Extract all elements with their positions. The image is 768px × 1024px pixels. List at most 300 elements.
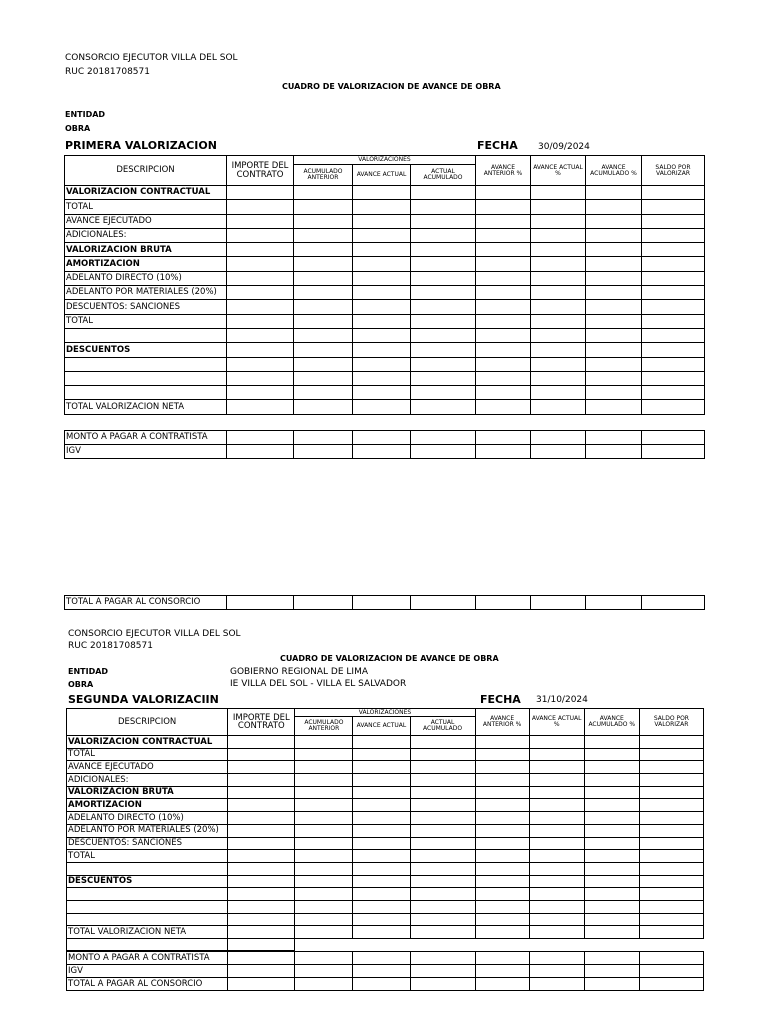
company-name: CONSORCIO EJECUTOR VILLA DEL SOL	[65, 53, 238, 63]
table-row	[67, 774, 704, 787]
table-row	[65, 314, 705, 328]
table-cell	[639, 812, 703, 825]
table-row	[67, 850, 704, 863]
row-label: ADICIONALES:	[65, 228, 227, 242]
table-cell	[227, 200, 294, 214]
table-cell	[529, 926, 584, 939]
table-cell	[475, 736, 529, 749]
table-cell	[529, 736, 584, 749]
table-cell	[529, 888, 584, 901]
table-cell	[639, 786, 703, 799]
table-cell	[353, 888, 410, 901]
table-cell	[227, 400, 294, 414]
table-cell	[294, 386, 353, 400]
table-cell	[410, 875, 475, 888]
table-row	[67, 824, 704, 837]
header-actual-acumulado-2: ACTUAL ACUMULADO	[410, 717, 475, 736]
table-cell	[410, 952, 475, 965]
table-cell	[294, 431, 353, 445]
entidad-label-2: ENTIDAD	[68, 667, 109, 676]
table-cell	[475, 862, 529, 875]
row-label: TOTAL VALORIZACION NETA	[67, 926, 228, 939]
table-cell	[529, 748, 584, 761]
table-cell	[411, 371, 476, 385]
table-row	[65, 386, 705, 400]
table-cell	[353, 371, 411, 385]
table-cell	[639, 736, 703, 749]
table-row	[67, 812, 704, 825]
row-label: DESCUENTOS	[65, 343, 227, 357]
row-label	[67, 862, 228, 875]
table-cell	[476, 243, 531, 257]
table-cell	[353, 978, 410, 991]
table-cell	[353, 314, 411, 328]
table-cell	[642, 286, 705, 300]
table-cell	[295, 812, 353, 825]
table-cell	[227, 186, 294, 200]
valorization-table-1	[64, 155, 705, 415]
table-cell	[411, 328, 476, 342]
table-cell	[584, 736, 639, 749]
table-cell	[642, 400, 705, 414]
payment-table-2	[66, 951, 704, 991]
table-cell	[411, 214, 476, 228]
table-cell	[531, 328, 586, 342]
table-cell	[410, 748, 475, 761]
table-cell	[475, 761, 529, 774]
table-cell	[475, 850, 529, 863]
fecha-value: 30/09/2024	[538, 142, 590, 152]
table-row	[65, 300, 705, 314]
table-row	[67, 978, 704, 991]
row-label: VALORIZACION BRUTA	[65, 243, 227, 257]
table-cell	[227, 445, 294, 459]
table-cell	[228, 774, 295, 787]
table-cell	[67, 939, 228, 951]
row-label: AVANCE EJECUTADO	[65, 214, 227, 228]
table-cell	[529, 786, 584, 799]
table-row	[67, 837, 704, 850]
table-row	[67, 939, 704, 951]
table-cell	[294, 314, 353, 328]
row-label: AVANCE EJECUTADO	[67, 761, 228, 774]
table-cell	[353, 445, 411, 459]
table-cell	[227, 228, 294, 242]
table-cell	[642, 371, 705, 385]
table-cell	[353, 736, 410, 749]
table-cell	[295, 850, 353, 863]
row-label: DESCUENTOS	[67, 875, 228, 888]
table-cell	[294, 343, 353, 357]
table-cell	[586, 343, 642, 357]
table-cell	[227, 271, 294, 285]
table-cell	[642, 314, 705, 328]
table-cell	[586, 200, 642, 214]
table-cell	[529, 978, 584, 991]
table-cell	[228, 786, 295, 799]
table-cell	[475, 952, 529, 965]
section-title-2: SEGUNDA VALORIZACIIN	[68, 693, 219, 706]
table-cell	[353, 824, 410, 837]
table-cell	[584, 978, 639, 991]
table-cell	[227, 214, 294, 228]
ruc-number-2: RUC 20181708571	[68, 641, 153, 651]
table-row	[67, 965, 704, 978]
total-table-1	[64, 595, 705, 610]
table-cell	[228, 736, 295, 749]
table-cell	[353, 913, 410, 926]
table-cell	[639, 900, 703, 913]
table-cell	[295, 748, 353, 761]
table-cell	[411, 228, 476, 242]
table-cell	[529, 812, 584, 825]
table-row	[65, 343, 705, 357]
table-cell	[584, 850, 639, 863]
table-cell	[529, 837, 584, 850]
table-cell	[584, 812, 639, 825]
table-cell	[295, 900, 353, 913]
table-cell	[353, 926, 410, 939]
table-cell	[411, 186, 476, 200]
table-cell	[642, 445, 705, 459]
table-cell	[476, 228, 531, 242]
table-row	[65, 257, 705, 271]
table-cell	[584, 761, 639, 774]
table-cell	[584, 939, 639, 951]
obra-value-2: IE VILLA DEL SOL - VILLA EL SALVADOR	[230, 679, 407, 689]
table-cell	[410, 736, 475, 749]
table-cell	[529, 761, 584, 774]
table-cell	[411, 357, 476, 371]
table-cell	[639, 926, 703, 939]
header-saldo: SALDO POR VALORIZAR	[642, 156, 705, 186]
table-row	[65, 286, 705, 300]
table-cell	[353, 328, 411, 342]
table-cell	[639, 862, 703, 875]
table-cell	[227, 328, 294, 342]
table-cell	[531, 214, 586, 228]
table-cell	[295, 774, 353, 787]
table-cell	[411, 300, 476, 314]
table-cell	[642, 343, 705, 357]
table-cell	[411, 343, 476, 357]
table-cell	[642, 357, 705, 371]
table-cell	[295, 786, 353, 799]
table-cell	[228, 837, 295, 850]
row-label: VALORIZACION BRUTA	[67, 786, 228, 799]
table-cell	[476, 431, 531, 445]
table-cell	[529, 862, 584, 875]
table-cell	[475, 812, 529, 825]
table-cell	[639, 939, 703, 951]
row-label: IGV	[67, 965, 228, 978]
header-descripcion-2: DESCRIPCION	[67, 709, 228, 736]
table-cell	[531, 386, 586, 400]
table-row	[65, 228, 705, 242]
table-cell	[411, 271, 476, 285]
table-cell	[529, 900, 584, 913]
table-cell	[227, 343, 294, 357]
table-cell	[531, 400, 586, 414]
table-cell	[639, 952, 703, 965]
table-cell	[475, 965, 529, 978]
obra-label-2: OBRA	[68, 680, 94, 689]
table-cell	[475, 824, 529, 837]
header-avance-anterior-pct-2: AVANCE ANTERIOR %	[475, 709, 529, 736]
table-cell	[228, 965, 295, 978]
table-cell	[584, 952, 639, 965]
table-cell	[353, 343, 411, 357]
table-row	[67, 875, 704, 888]
table-row	[65, 186, 705, 200]
table-cell	[353, 850, 410, 863]
table-cell	[353, 257, 411, 271]
table-cell	[476, 343, 531, 357]
table-cell	[353, 300, 411, 314]
table-cell	[353, 812, 410, 825]
table-cell	[476, 214, 531, 228]
table-cell	[228, 824, 295, 837]
table-cell	[353, 214, 411, 228]
table-cell	[228, 926, 295, 939]
table-cell	[531, 314, 586, 328]
table-cell	[639, 824, 703, 837]
table-cell	[410, 939, 475, 951]
table-cell	[294, 200, 353, 214]
table-cell	[228, 862, 295, 875]
header-valorizaciones: VALORIZACIONES	[294, 156, 476, 165]
obra-label: OBRA	[65, 124, 91, 133]
table-row	[67, 888, 704, 901]
table-cell	[410, 824, 475, 837]
table-cell	[586, 271, 642, 285]
table-cell	[584, 837, 639, 850]
table-cell	[227, 286, 294, 300]
table-cell	[531, 257, 586, 271]
entidad-value-2: GOBIERNO REGIONAL DE LIMA	[230, 667, 368, 677]
table-cell	[586, 431, 642, 445]
header-acumulado-anterior: ACUMULADO ANTERIOR	[294, 165, 353, 186]
table-cell	[531, 371, 586, 385]
table-cell	[295, 926, 353, 939]
table-cell	[411, 286, 476, 300]
table-cell	[476, 371, 531, 385]
table-cell	[531, 445, 586, 459]
table-cell	[584, 862, 639, 875]
table-cell	[531, 357, 586, 371]
table-cell	[353, 286, 411, 300]
row-label: TOTAL A PAGAR AL CONSORCIO	[67, 978, 228, 991]
table-row	[67, 786, 704, 799]
row-label: IGV	[65, 445, 227, 459]
ruc-number: RUC 20181708571	[65, 67, 150, 77]
table-cell	[353, 900, 410, 913]
table-cell	[475, 900, 529, 913]
table-cell	[295, 837, 353, 850]
table-row	[67, 761, 704, 774]
table-cell	[586, 357, 642, 371]
header-avance-actual-pct: AVANCE ACTUAL %	[531, 156, 586, 186]
table-cell	[228, 900, 295, 913]
table-cell	[227, 243, 294, 257]
table-cell	[227, 371, 294, 385]
table-cell	[228, 978, 295, 991]
table-cell	[584, 748, 639, 761]
table-cell	[411, 445, 476, 459]
table-cell	[227, 257, 294, 271]
table-cell	[295, 913, 353, 926]
table-cell	[642, 300, 705, 314]
table-cell	[295, 978, 353, 991]
table-row	[65, 400, 705, 414]
table-cell	[353, 786, 410, 799]
table-row	[67, 900, 704, 913]
row-label: VALORIZACION CONTRACTUAL	[67, 736, 228, 749]
table-cell	[475, 774, 529, 787]
row-label: TOTAL	[67, 748, 228, 761]
table-cell	[295, 862, 353, 875]
fecha-value-2: 31/10/2024	[536, 695, 588, 705]
table-cell	[411, 314, 476, 328]
table-row	[67, 736, 704, 749]
table-cell	[531, 228, 586, 242]
table-cell	[353, 271, 411, 285]
table-cell	[476, 400, 531, 414]
table-row	[67, 913, 704, 926]
header-avance-actual: AVANCE ACTUAL	[353, 165, 411, 186]
table-cell	[639, 761, 703, 774]
table-cell	[475, 875, 529, 888]
table-cell	[584, 913, 639, 926]
row-label	[67, 888, 228, 901]
table-cell	[586, 400, 642, 414]
table-cell	[476, 314, 531, 328]
table-cell	[411, 243, 476, 257]
table-cell	[642, 328, 705, 342]
table-cell	[410, 900, 475, 913]
table-cell	[295, 952, 353, 965]
table-cell	[294, 357, 353, 371]
table-cell	[586, 286, 642, 300]
table-cell	[228, 875, 295, 888]
table-cell	[639, 913, 703, 926]
table-cell	[476, 200, 531, 214]
table-cell	[295, 824, 353, 837]
table-cell	[584, 824, 639, 837]
header-avance-acumulado-pct: AVANCE ACUMULADO %	[586, 156, 642, 186]
document-title-2: CUADRO DE VALORIZACION DE AVANCE DE OBRA	[280, 654, 499, 663]
table-cell	[294, 243, 353, 257]
table-cell	[295, 875, 353, 888]
table-cell	[639, 888, 703, 901]
table-row	[65, 431, 705, 445]
table-cell	[410, 978, 475, 991]
table-cell	[586, 228, 642, 242]
table-cell	[295, 939, 353, 951]
table-cell	[353, 774, 410, 787]
table-cell	[584, 786, 639, 799]
company-name-2: CONSORCIO EJECUTOR VILLA DEL SOL	[68, 629, 241, 639]
table-cell	[353, 965, 410, 978]
table-cell	[228, 913, 295, 926]
table-cell	[475, 926, 529, 939]
row-label: DESCUENTOS: SANCIONES	[65, 300, 227, 314]
table-cell	[227, 431, 294, 445]
table-cell	[294, 300, 353, 314]
row-label: TOTAL	[65, 200, 227, 214]
table-cell	[411, 257, 476, 271]
header-importe-2: IMPORTE DEL CONTRATO	[228, 709, 295, 736]
table-cell	[411, 386, 476, 400]
row-label	[65, 357, 227, 371]
table-cell	[228, 952, 295, 965]
table-cell	[531, 343, 586, 357]
table-cell	[228, 761, 295, 774]
table-cell	[410, 774, 475, 787]
table-cell	[531, 271, 586, 285]
table-cell	[586, 386, 642, 400]
row-label: DESCUENTOS: SANCIONES	[67, 837, 228, 850]
row-label: ADELANTO DIRECTO (10%)	[67, 812, 228, 825]
valorization-table-2	[66, 708, 704, 951]
table-cell	[294, 371, 353, 385]
row-label	[65, 386, 227, 400]
row-label: TOTAL	[65, 314, 227, 328]
table-row	[65, 357, 705, 371]
table-cell	[642, 214, 705, 228]
row-label: MONTO A PAGAR A CONTRATISTA	[67, 952, 228, 965]
table-cell	[476, 386, 531, 400]
table-cell	[228, 850, 295, 863]
table-row	[67, 799, 704, 812]
table-cell	[410, 786, 475, 799]
table-row	[65, 371, 705, 385]
header-valorizaciones-2: VALORIZACIONES	[295, 709, 475, 717]
table-cell	[584, 965, 639, 978]
table-row	[65, 328, 705, 342]
table-cell	[586, 243, 642, 257]
table-cell	[295, 965, 353, 978]
table-cell	[639, 978, 703, 991]
table-cell	[586, 371, 642, 385]
table-row	[65, 243, 705, 257]
table-cell	[295, 736, 353, 749]
table-cell	[227, 386, 294, 400]
table-cell	[586, 314, 642, 328]
table-cell	[642, 386, 705, 400]
table-cell	[227, 314, 294, 328]
table-cell	[353, 228, 411, 242]
table-cell	[584, 888, 639, 901]
document-title: CUADRO DE VALORIZACION DE AVANCE DE OBRA	[282, 82, 501, 91]
table-cell	[584, 875, 639, 888]
row-label	[67, 900, 228, 913]
table-cell	[529, 939, 584, 951]
table-cell	[529, 875, 584, 888]
table-cell	[475, 888, 529, 901]
header-avance-anterior-pct: AVANCE ANTERIOR %	[476, 156, 531, 186]
table-row	[65, 214, 705, 228]
table-cell	[642, 186, 705, 200]
fecha-label: FECHA	[477, 139, 518, 152]
section-title: PRIMERA VALORIZACION	[65, 139, 217, 152]
table-cell	[410, 850, 475, 863]
table-cell	[531, 200, 586, 214]
table-cell	[475, 786, 529, 799]
table-cell	[294, 257, 353, 271]
table-cell	[353, 386, 411, 400]
table-cell	[586, 257, 642, 271]
